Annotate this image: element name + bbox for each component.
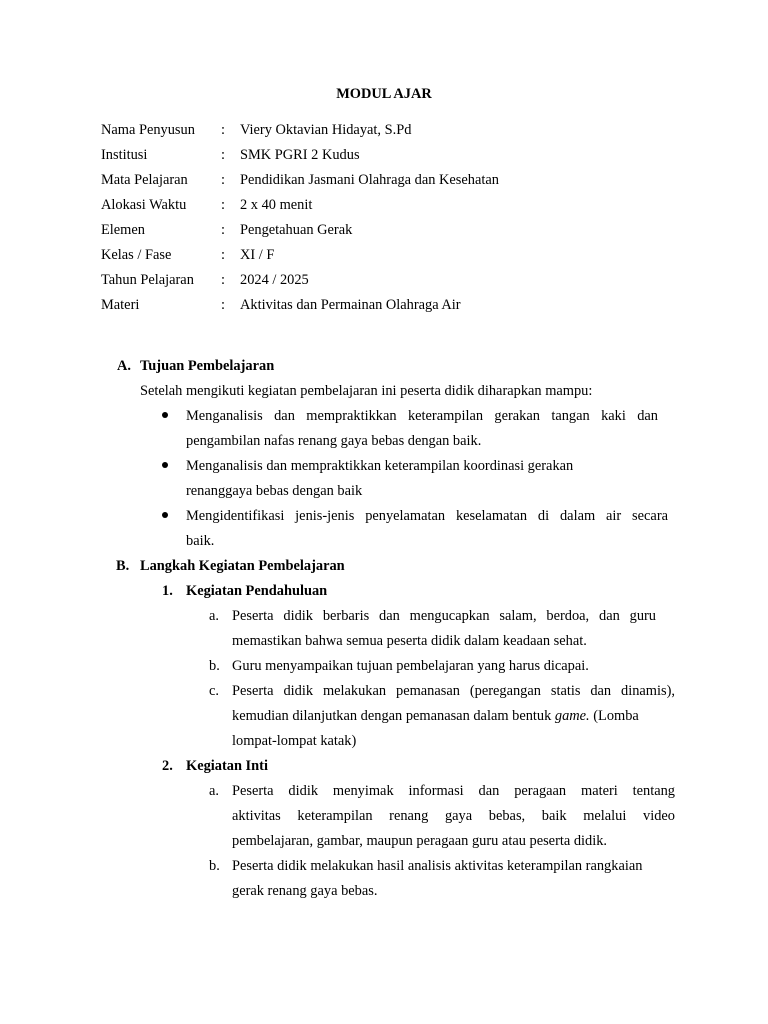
- bullet-icon: [162, 512, 168, 518]
- info-value: Pengetahuan Gerak: [240, 222, 353, 238]
- bullet-2-line-1: Menganalisis dan mempraktikkan keterampilan koordinasi gerakan: [186, 458, 574, 474]
- info-value: 2024 / 2025: [240, 272, 309, 288]
- bullet-3-line-2: baik.: [186, 533, 215, 549]
- info-label: Elemen: [101, 222, 145, 238]
- info-value: SMK PGRI 2 Kudus: [240, 147, 360, 163]
- item-marker: a.: [209, 783, 219, 799]
- info-value: Viery Oktavian Hidayat, S.Pd: [240, 122, 412, 138]
- info-colon: :: [221, 197, 225, 213]
- info-colon: :: [221, 122, 225, 138]
- pendahuluan-c-line-3: lompat-lompat katak): [232, 733, 357, 749]
- info-label: Kelas / Fase: [101, 247, 172, 263]
- section-b-heading: Langkah Kegiatan Pembelajaran: [140, 558, 345, 574]
- inti-a-line-2: aktivitas keterampilan renang gaya bebas, baik melalui video: [232, 808, 675, 824]
- info-value: XI / F: [240, 247, 275, 263]
- text-segment: kemudian dilanjutkan dengan pemanasan dalam bentuk: [232, 708, 555, 724]
- inti-b-line-2: gerak renang gaya bebas.: [232, 883, 378, 899]
- pendahuluan-c-line-1: Peserta didik melakukan pemanasan (peregangan statis dan dinamis),: [232, 683, 675, 699]
- section-a-marker: A.: [117, 358, 131, 374]
- bullet-1-line-1: Menganalisis dan mempraktikkan keterampilan gerakan tangan kaki dan: [186, 408, 658, 424]
- info-label: Materi: [101, 297, 140, 313]
- inti-a-line-1: Peserta didik menyimak informasi dan peragaan materi tentang: [232, 783, 675, 799]
- italic-term: game.: [554, 708, 590, 724]
- pendahuluan-a-line-1: Peserta didik berbaris dan mengucapkan salam, berdoa, dan guru: [232, 608, 656, 624]
- item-marker: b.: [209, 858, 220, 874]
- bullet-1-line-2: pengambilan nafas renang gaya bebas dengan baik.: [186, 433, 482, 449]
- info-label: Alokasi Waktu: [101, 197, 187, 213]
- sub-1-marker: 1.: [162, 583, 173, 599]
- sub-1-heading: Kegiatan Pendahuluan: [186, 583, 328, 599]
- pendahuluan-c-line-2: [232, 707, 639, 725]
- inti-a-line-3: pembelajaran, gambar, maupun peragaan guru atau peserta didik.: [232, 833, 608, 849]
- info-colon: :: [221, 147, 225, 163]
- inti-b-line-1: Peserta didik melakukan hasil analisis aktivitas keterampilan rangkaian: [232, 858, 643, 874]
- document-title: MODUL AJAR: [336, 86, 432, 102]
- info-value: Pendidikan Jasmani Olahraga dan Kesehatan: [240, 172, 499, 188]
- info-colon: :: [221, 222, 225, 238]
- info-label: Institusi: [101, 147, 148, 163]
- pendahuluan-b-line-1: Guru menyampaikan tujuan pembelajaran yang harus dicapai.: [232, 658, 589, 674]
- info-value: Aktivitas dan Permainan Olahraga Air: [240, 297, 461, 313]
- section-a-heading: Tujuan Pembelajaran: [140, 358, 275, 374]
- info-colon: :: [221, 172, 225, 188]
- info-label: Tahun Pelajaran: [101, 272, 194, 288]
- sub-2-marker: 2.: [162, 758, 173, 774]
- pendahuluan-a-line-2: memastikan bahwa semua peserta didik dalam keadaan sehat.: [232, 633, 587, 649]
- info-colon: :: [221, 297, 225, 313]
- item-marker: b.: [209, 658, 220, 674]
- info-label: Mata Pelajaran: [101, 172, 188, 188]
- item-marker: c.: [209, 683, 219, 699]
- section-b-marker: B.: [116, 558, 130, 574]
- item-marker: a.: [209, 608, 219, 624]
- info-colon: :: [221, 247, 225, 263]
- sub-2-heading: Kegiatan Inti: [186, 758, 268, 774]
- bullet-3-line-1: Mengidentifikasi jenis-jenis penyelamatan keselamatan di dalam air secara: [186, 508, 668, 524]
- info-value: 2 x 40 menit: [240, 197, 313, 213]
- bullet-icon: [162, 412, 168, 418]
- text-segment: (Lomba: [589, 708, 639, 724]
- section-a-intro: Setelah mengikuti kegiatan pembelajaran ini peserta didik diharapkan mampu:: [140, 383, 593, 399]
- info-label: Nama Penyusun: [101, 122, 195, 138]
- bullet-icon: [162, 462, 168, 468]
- bullet-2-line-2: renanggaya bebas dengan baik: [186, 483, 363, 499]
- info-colon: :: [221, 272, 225, 288]
